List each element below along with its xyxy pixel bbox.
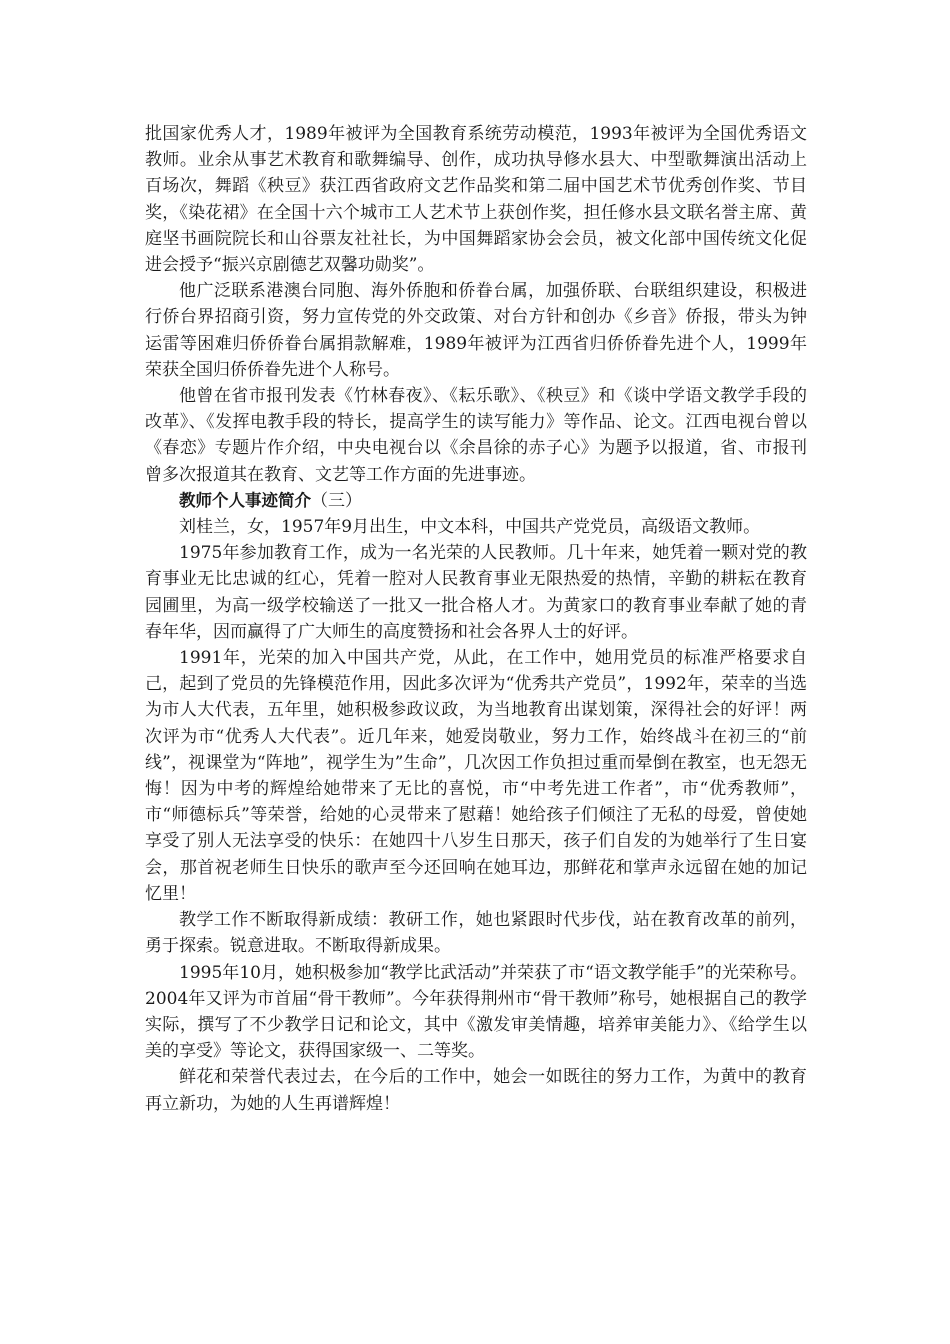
paragraph-continued: 批国家优秀人才，1989年被评为全国教育系统劳动模范，1993年被评为全国优秀语文教师。业余从事艺术教育和歌舞编导、创作，成功执导修水县大、中型歌舞演出活动上百场次，舞蹈《秧豆》获江西省政府文艺作品奖和第二届中国艺术节优秀创作奖、节目奖，《染花裙》在全国十六个城市工人艺术节上获创作奖，担任修水县文联名誉主席、黄庭坚书画院院长和山谷票友社社长，为中国舞蹈家协会会员，被文化部中国传统文化促进会授予“振兴京剧德艺双馨功勋奖”。 xyxy=(145,124,807,276)
section-heading xyxy=(145,488,807,514)
document-page xyxy=(145,121,807,1117)
section-heading-title: 教师个人事迹简介 xyxy=(179,490,311,510)
paragraph: 他广泛联系港澳台同胞、海外侨胞和侨眷台属，加强侨联、台联组织建设，积极进行侨台界招商引资，努力宣传党的外交政策、对台方针和创办《乡音》侨报，带头为钟运雷等困难归侨侨眷台属捐款解难，1989年被评为江西省归侨侨眷先进个人，1999年荣获全国归侨侨眷先进个人称号。 xyxy=(145,281,807,380)
paragraph: 1995年10月，她积极参加“教学比武活动”并荣获了市“语文教学能手”的光荣称号。2004年又评为市首届“骨干教师”。今年获得荆州市“骨干教师”称号，她根据自己的教学实际，撰写了不少教学日记和论文，其中《激发审美情趣，培养审美能力》、《给学生以美的享受》等论文，获得国家级一、二等奖。 xyxy=(145,962,807,1062)
paragraph: 刘桂兰，女，1957年9月出生，中文本科，中国共产党党员，高级语文教师。 xyxy=(179,517,761,538)
paragraph: 鲜花和荣誉代表过去，在今后的工作中，她会一如既往的努力工作，为黄中的教育再立新功，为她的人生再谱辉煌！ xyxy=(145,1067,807,1114)
paragraph: 教学工作不断取得新成绩：教研工作，她也紧跟时代步伐，站在教育改革的前列，勇于探索。锐意进取。不断取得新成果。 xyxy=(145,910,807,957)
paragraph: 1991年，光荣的加入中国共产党，从此，在工作中，她用党员的标准严格要求自己，起到了党员的先锋模范作用，因此多次评为“优秀共产党员”，1992年，荣幸的当选为市人大代表，五年里，她积极参政议政，为当地教育出谋划策，深得社会的好评！两次评为市“优秀人大代表”。近几年来，她爱岗敬业，努力工作，始终战斗在初三的“前线”，视课堂为“阵地”，视学生为”生命”，几次因工作负担过重而晕倒在教室，也无怨无悔！因为中考的辉煌给她带来了无比的喜悦，市“中考先进工作者”，市“优秀教师”，市“师德标兵”等荣誉，给她的心灵带来了慰藉！她给孩子们倾注了无私的母爱，曾使她享受了别人无法享受的快乐：在她四十八岁生日那天，孩子们自发的为她举行了生日宴会，那首祝老师生日快乐的歌声至今还回响在她耳边，那鲜花和掌声永远留在她的加记忆里！ xyxy=(145,648,807,904)
section-heading-number: （三） xyxy=(311,490,362,511)
paragraph: 他曾在省市报刊发表《竹林春夜》、《耘乐歌》、《秧豆》和《谈中学语文教学手段的改革》、《发挥电教手段的特长，提高学生的读写能力》等作品、论文。江西电视台曾以《春恋》专题片作介绍，中央电视台以《余昌徐的赤子心》为题予以报道，省、市报刊曾多次报道其在教育、文艺等工作方面的先进事迹。 xyxy=(145,386,807,485)
paragraph: 1975年参加教育工作，成为一名光荣的人民教师。几十年来，她凭着一颗对党的教育事业无比忠诚的红心，凭着一腔对人民教育事业无限热爱的热情，辛勤的耕耘在教育园圃里，为高一级学校输送了一批又一批合格人才。为黄家口的教育事业奉献了她的青春年华，因而赢得了广大师生的高度赞扬和社会各界人士的好评。 xyxy=(145,543,807,642)
